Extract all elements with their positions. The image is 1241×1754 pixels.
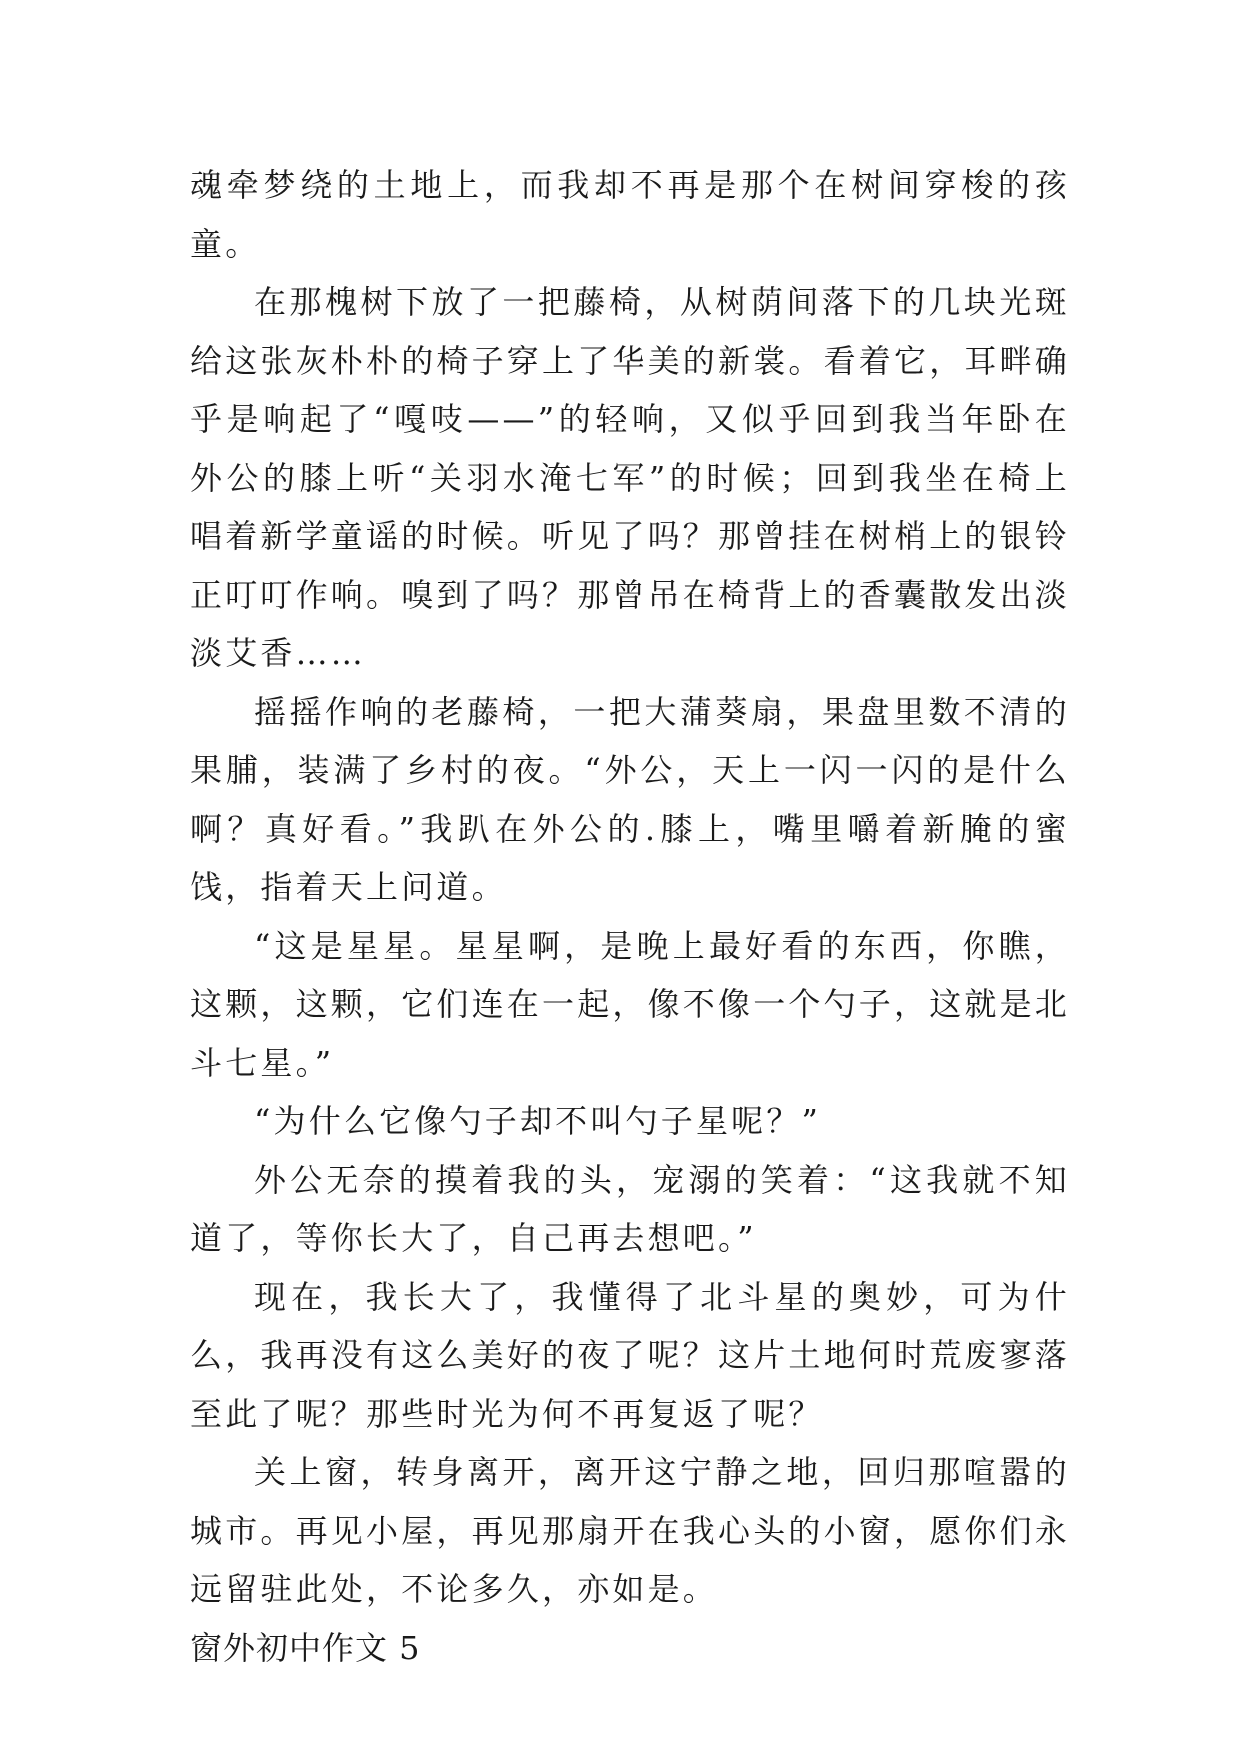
paragraph-question: “为什么它像勺子却不叫勺子星呢？” [254,1102,822,1140]
paragraph-continuation: 魂牵梦绕的土地上，而我却不再是那个在树间穿梭的孩童。 [190,166,1070,263]
paragraph-grandpa-answer: 外公无奈的摸着我的头，宠溺的笑着：“这我就不知道了，等你长大了，自己再去想吧。” [190,1160,1070,1257]
next-essay-heading: 窗外初中作文 5 [190,1628,421,1667]
article-body [190,156,1070,1677]
paragraph-now-grown: 现在，我长大了，我懂得了北斗星的奥妙，可为什么，我再没有这么美好的夜了呢？这片土地何时荒废寥落至此了呢？那些时光为何不再复返了呢？ [190,1277,1071,1433]
paragraph-big-dipper: “这是星星。星星啊，是晚上最好看的东西，你瞧，这颗，这颗，它们连在一起，像不像一个勺子，这就是北斗七星。” [190,926,1071,1082]
paragraph-village-night: 摇摇作响的老藤椅，一把大蒲葵扇，果盘里数不清的果脯，装满了乡村的夜。“外公，天上一闪一闪的是什么啊？真好看。”我趴在外公的.膝上，嘴里嚼着新腌的蜜饯，指着天上问道。 [190,692,1070,906]
paragraph-farewell: 关上窗，转身离开，离开这宁静之地，回归那喧嚣的城市。再见小屋，再见那扇开在我心头的小窗，愿你们永远留驻此处，不论多久，亦如是。 [190,1453,1071,1608]
paragraph-rattan-chair: 在那槐树下放了一把藤椅，从树荫间落下的几块光斑给这张灰朴朴的椅子穿上了华美的新裳。看着它，耳畔确乎是响起了“嘎吱——”的轻响，又似乎回到我当年卧在外公的膝上听“关羽水淹七军”的时候；回到我坐在椅上唱着新学童谣的时候。听见了吗？那曾挂在树梢上的银铃正叮叮作响。嗅到了吗？那曾吊在椅背上的香囊散发出淡淡艾香…… [190,283,1071,672]
